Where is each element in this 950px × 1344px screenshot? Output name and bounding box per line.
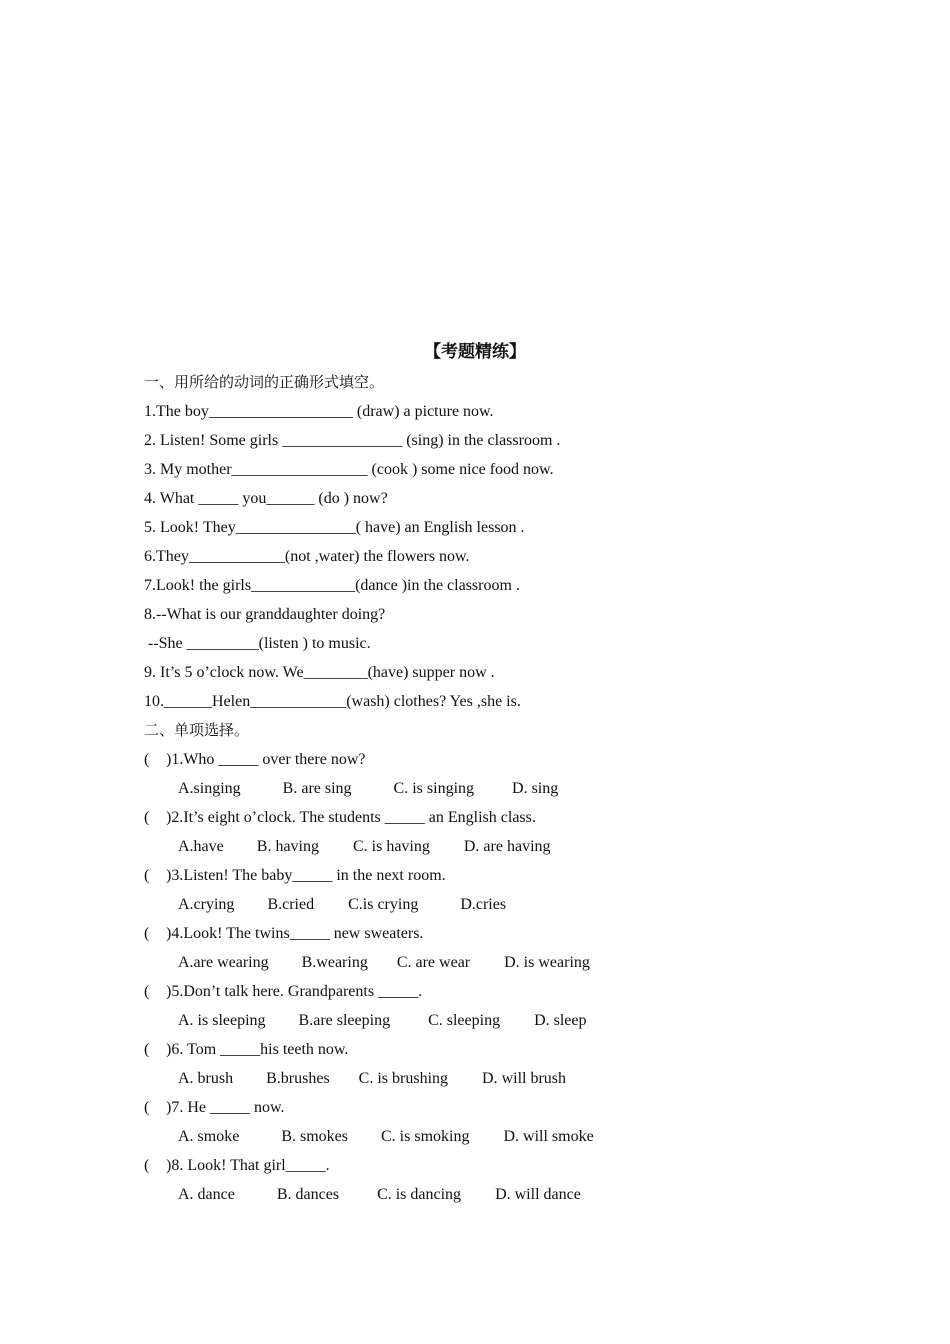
fill-blank-item: 5. Look! They_______________( have) an English lesson . — [144, 519, 525, 536]
answer-option: A. smoke — [178, 1128, 240, 1145]
answer-option: B.wearing — [301, 954, 368, 971]
fill-blank-item: 6.They____________(not ,water) the flowers now. — [144, 548, 470, 565]
answer-paren: ( — [144, 751, 150, 768]
answer-option: B. are sing — [282, 780, 352, 797]
answer-option: C. is smoking — [381, 1128, 470, 1145]
question-text: )2.It’s eight o’clock. The students _____ an English class. — [166, 809, 536, 826]
answer-option: A. is sleeping — [178, 1012, 266, 1029]
question-stem — [144, 1151, 844, 1180]
answer-option: B. having — [256, 838, 319, 855]
question-text: )4.Look! The twins_____ new sweaters. — [166, 925, 424, 942]
answer-option: D. will brush — [482, 1070, 567, 1087]
question-options — [144, 1122, 844, 1151]
answer-option: B.are sleeping — [298, 1012, 391, 1029]
answer-option: D. will dance — [495, 1186, 581, 1203]
answer-option: A.singing — [178, 780, 241, 797]
section-2-heading: 二、单项选择。 — [144, 721, 250, 739]
section-1-heading: 一、用所给的动词的正确形式填空。 — [144, 373, 385, 391]
answer-option: D. will smoke — [503, 1128, 594, 1145]
answer-option: B. smokes — [281, 1128, 348, 1145]
answer-option: B. dances — [276, 1186, 340, 1203]
answer-option: C. are wear — [396, 954, 471, 971]
answer-paren: ( — [144, 867, 150, 884]
answer-option: A.are wearing — [178, 954, 269, 971]
answer-option: C. is dancing — [377, 1186, 462, 1203]
answer-option: C. sleeping — [428, 1012, 501, 1029]
fill-blank-item: 1.The boy__________________ (draw) a picture now. — [144, 403, 494, 420]
answer-option: C. is brushing — [358, 1070, 449, 1087]
question-options — [144, 1064, 844, 1093]
fill-blank-item: 4. What _____ you______ (do ) now? — [144, 490, 388, 507]
answer-option: D. sleep — [534, 1012, 587, 1029]
question-stem — [144, 803, 844, 832]
fill-blank-item: 2. Listen! Some girls _______________ (sing) in the classroom . — [144, 432, 561, 449]
fill-blank-item: 3. My mother_________________ (cook ) some nice food now. — [144, 461, 554, 478]
question-text: )6. Tom _____his teeth now. — [166, 1041, 349, 1058]
answer-option: B.brushes — [266, 1070, 330, 1087]
question-stem — [144, 1035, 844, 1064]
answer-paren: ( — [144, 983, 150, 1000]
question-stem — [144, 861, 844, 890]
answer-option: D. are having — [463, 838, 551, 855]
answer-paren: ( — [144, 1157, 150, 1174]
fill-blank-item: 10.______Helen____________(wash) clothes? Yes ,she is. — [144, 693, 521, 710]
answer-option: D. is wearing — [504, 954, 590, 971]
question-options — [144, 1180, 844, 1209]
answer-paren: ( — [144, 1041, 150, 1058]
page-title: 【考题精练】 — [424, 342, 526, 362]
answer-option: C. is singing — [393, 780, 475, 797]
question-text: )3.Listen! The baby_____ in the next room. — [166, 867, 446, 884]
question-options — [144, 1006, 844, 1035]
fill-blank-item: 7.Look! the girls_____________(dance )in the classroom . — [144, 577, 520, 594]
multiple-choice-list — [144, 745, 844, 1209]
question-options — [144, 832, 844, 861]
question-options — [144, 774, 844, 803]
worksheet-content — [144, 368, 844, 1209]
answer-option: C. is having — [352, 838, 430, 855]
question-text: )8. Look! That girl_____. — [166, 1157, 330, 1174]
answer-option: A. dance — [178, 1186, 235, 1203]
fill-blank-item: 8.--What is our granddaughter doing? — [144, 606, 386, 623]
answer-option: A. brush — [178, 1070, 234, 1087]
answer-paren: ( — [144, 925, 150, 942]
question-stem — [144, 745, 844, 774]
question-stem — [144, 977, 844, 1006]
fill-blank-item: --She _________(listen ) to music. — [144, 635, 371, 652]
question-stem — [144, 919, 844, 948]
answer-paren: ( — [144, 809, 150, 826]
question-stem — [144, 1093, 844, 1122]
question-text: )7. He _____ now. — [166, 1099, 285, 1116]
answer-option: A.crying — [178, 896, 235, 913]
fill-blank-item: 9. It’s 5 o’clock now. We________(have) supper now . — [144, 664, 495, 681]
answer-paren: ( — [144, 1099, 150, 1116]
question-options — [144, 890, 844, 919]
answer-option: D.cries — [460, 896, 507, 913]
answer-option: D. sing — [512, 780, 559, 797]
answer-option: B.cried — [267, 896, 315, 913]
question-text: )5.Don’t talk here. Grandparents _____. — [166, 983, 423, 1000]
question-text: )1.Who _____ over there now? — [166, 751, 366, 768]
answer-option: C.is crying — [348, 896, 419, 913]
question-options — [144, 948, 844, 977]
answer-option: A.have — [178, 838, 224, 855]
